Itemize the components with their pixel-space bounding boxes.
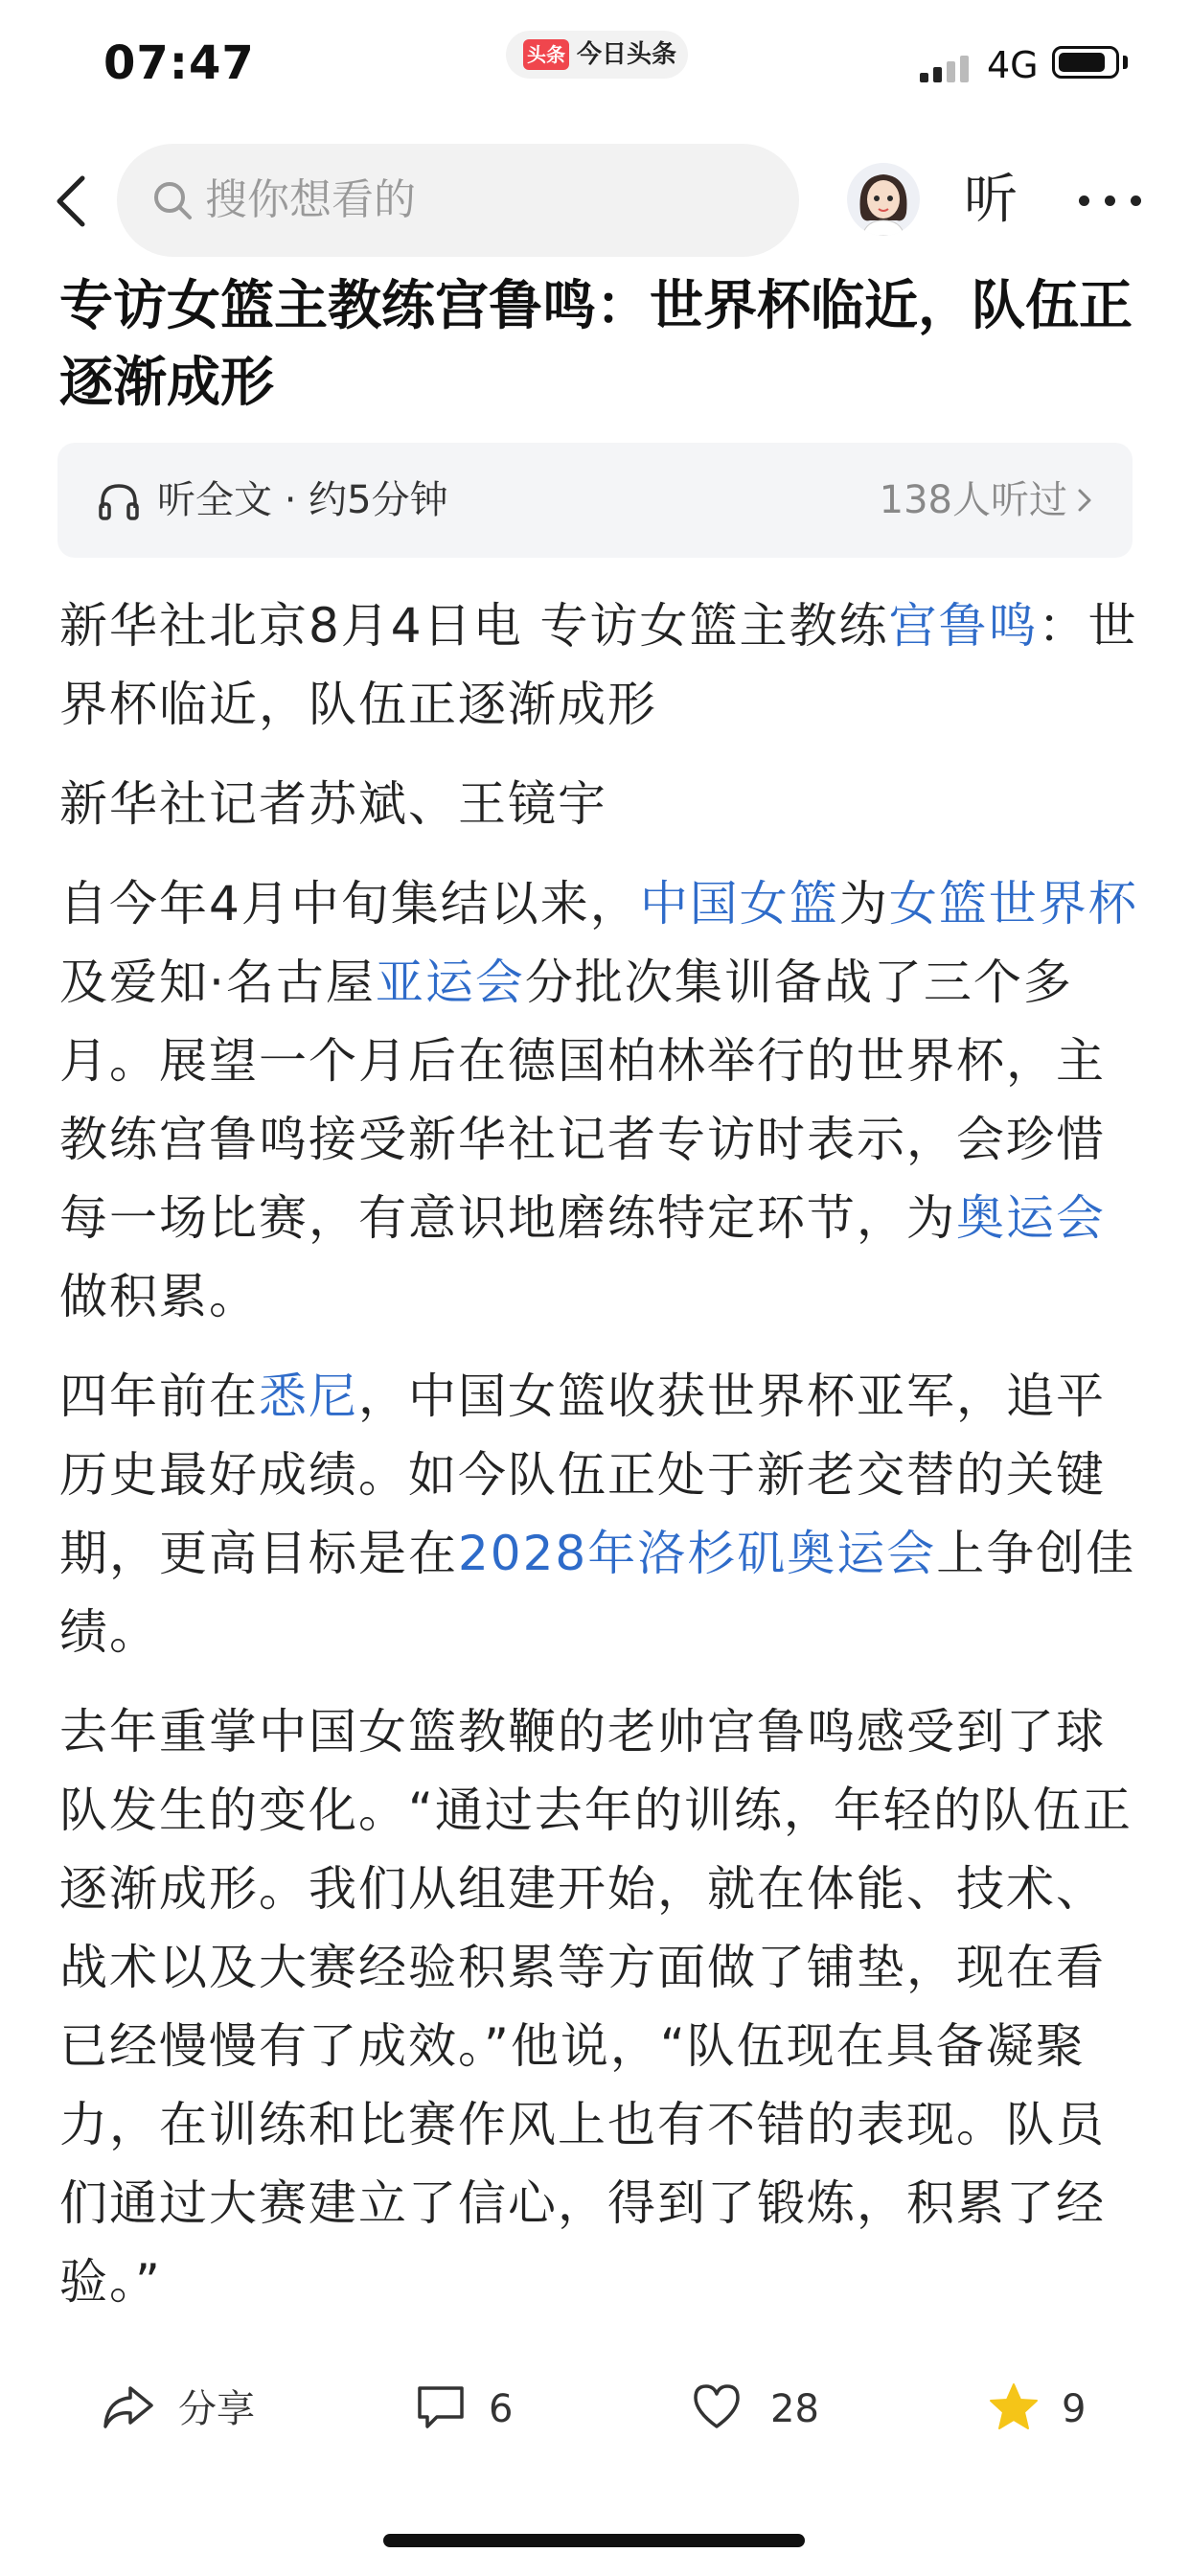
- text: 及爱知·名古屋: [59, 954, 376, 1010]
- link-women-world-cup[interactable]: 女篮世界杯: [888, 876, 1138, 932]
- back-button[interactable]: [48, 172, 96, 230]
- top-nav: [0, 144, 1190, 259]
- star-icon: [987, 2382, 1041, 2432]
- favorite-button[interactable]: [987, 2358, 1102, 2453]
- paragraph-2: 新华社记者苏斌、王镜宇: [59, 776, 607, 832]
- status-time: 07:47: [103, 36, 255, 90]
- search-icon: [151, 179, 194, 221]
- like-button[interactable]: [688, 2358, 832, 2453]
- heart-icon: [690, 2382, 744, 2432]
- search-bar[interactable]: [117, 144, 799, 257]
- link-la-2028-olympics[interactable]: 2028年洛杉矶奥运会: [458, 1526, 937, 1581]
- article-body: [59, 586, 1142, 2342]
- text: 为: [838, 876, 889, 932]
- paragraph-4: [59, 1357, 1142, 1671]
- more-dots-icon: [1079, 196, 1089, 206]
- text: 上争创佳绩。: [59, 1526, 1136, 1660]
- battery-icon: [1052, 46, 1119, 79]
- text: 自今年4月中旬集结以来，: [59, 876, 640, 932]
- search-placeholder: 搜你想看的: [205, 175, 416, 224]
- action-bar: [0, 2358, 1190, 2453]
- app-name: 今日头条: [577, 40, 677, 69]
- link-gong-luming[interactable]: 宫鲁鸣: [888, 598, 1039, 654]
- link-china-women-basketball[interactable]: 中国女篮: [639, 876, 839, 932]
- comment-icon: [414, 2382, 468, 2432]
- like-count: 28: [770, 2387, 819, 2431]
- text: ，中国女篮收获世界杯亚军，追平历史最好成绩。如今队伍正处于新老交替的关键期，更高目标是在: [59, 1368, 1106, 1581]
- home-indicator[interactable]: [383, 2534, 805, 2547]
- share-icon: [102, 2382, 155, 2432]
- paragraph-3: [59, 864, 1142, 1336]
- text: ：世界杯临近，队伍正逐渐成形: [59, 598, 1138, 732]
- comment-button[interactable]: [412, 2358, 537, 2453]
- listen-count: 138人听过: [879, 478, 1067, 522]
- article-title: 专访女篮主教练宫鲁鸣：世界杯临近，队伍正逐渐成形: [59, 275, 1133, 414]
- listen-button[interactable]: 听: [964, 169, 1018, 231]
- text: 新华社北京8月4日电 专访女篮主教练: [59, 598, 889, 654]
- paragraph-5: 去年重掌中国女篮教鞭的老帅宫鲁鸣感受到了球队发生的变化。“通过去年的训练，年轻的队伍正逐渐成形。我们从组建开始，就在体能、技术、战术以及大赛经验积累等方面做了铺垫，现在看已经慢慢有了成效。”他说，“队伍现在具备凝聚力，在训练和比赛作风上也有不错的表现。队员们通过大赛建立了信心，得到了锻炼，积累了经验。”: [59, 1704, 1133, 2310]
- battery-fill: [1059, 53, 1105, 72]
- listen-full-text-bar[interactable]: [57, 443, 1133, 558]
- comment-count: 6: [489, 2387, 514, 2431]
- listen-label: 听全文 · 约5分钟: [157, 478, 448, 522]
- link-asian-games[interactable]: 亚运会: [375, 954, 525, 1010]
- favorite-count: 9: [1062, 2387, 1087, 2431]
- more-button[interactable]: [1079, 196, 1142, 209]
- network-type: 4G: [987, 44, 1039, 86]
- share-label: 分享: [178, 2387, 255, 2431]
- text: 做积累。: [59, 1269, 259, 1324]
- toutiao-logo: 头条: [523, 39, 569, 70]
- avatar-icon: [847, 163, 920, 236]
- chevron-right-icon: [1075, 487, 1094, 514]
- link-sydney[interactable]: 悉尼: [259, 1368, 358, 1424]
- share-button[interactable]: [96, 2358, 268, 2453]
- back-arrow-icon: [48, 172, 96, 230]
- status-bar: [0, 0, 1190, 125]
- text: 分批次集训备战了三个多月。展望一个月后在德国柏林举行的世界杯，主教练宫鲁鸣接受新华社记者专访时表示，会珍惜每一场比赛，有意识地磨练特定环节，为: [59, 954, 1106, 1246]
- app-indicator: [506, 31, 688, 79]
- text: 四年前在: [59, 1368, 259, 1424]
- avatar[interactable]: [847, 163, 920, 236]
- battery-tip: [1123, 56, 1128, 69]
- link-olympics[interactable]: 奥运会: [956, 1190, 1106, 1246]
- paragraph-1: [59, 586, 1142, 744]
- headphones-icon: [98, 481, 140, 521]
- signal-icon: [920, 54, 972, 82]
